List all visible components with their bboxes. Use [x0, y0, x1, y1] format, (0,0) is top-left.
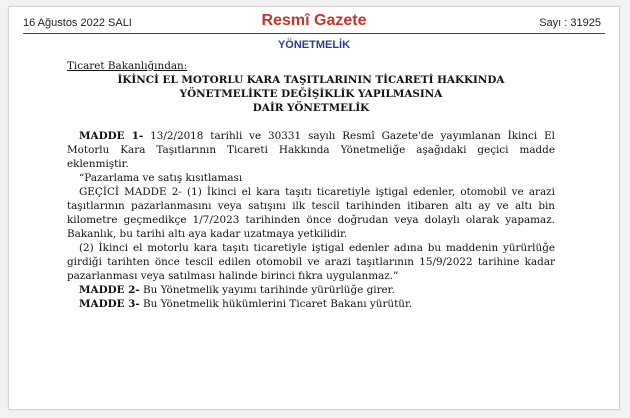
spacer [67, 115, 555, 129]
title-line-1: İKİNCİ EL MOTORLU KARA TAŞITLARININ TİCARETİ HAKKINDA [117, 74, 505, 86]
ministry-name: Ticaret Bakanlığından: [67, 60, 188, 72]
header-title: Resmî Gazete [261, 12, 367, 29]
article-2 [67, 283, 555, 297]
article-1-text: 13/2/2018 tarihli ve 30331 sayılı Resmî Gazete'de yayımlanan İkinci El Motorlu Kara Taşıtlarının Ticareti Hakkında Yönetmeliğe aşağıdaki geçici madde eklenmiştir. [67, 130, 555, 170]
article-2-text: Bu Yönetmelik yayımı tarihinde yürürlüğe girer. [139, 284, 395, 296]
temporary-article-2-paragraph-2: (2) İkinci el motorlu kara taşıtı ticaretiyle iştigal edenler adına bu maddenin yürürlüğe girdiği tarihten önce tescil edilen otomobil ve arazi taşıtlarının 15/9/2022 tarihine kadar pazarlanması veya satılması halinde birinci fıkra uygulanmaz.” [67, 242, 555, 282]
section-label: YÖNETMELİK [277, 39, 351, 51]
article-1-label: MADDE 1- [79, 130, 144, 142]
article-3-text: Bu Yönetmelik hükümlerini Ticaret Bakanı yürütür. [139, 298, 413, 310]
gazette-header [23, 11, 605, 34]
temporary-article-2: GEÇİCİ MADDE 2- (1) İkinci el kara taşıtı ticaretiyle iştigal edenler, otomobil ve arazi taşıtlarının pazarlanmasını veya satışını ilk tescil tarihinden itibaren altı ay ve altı bin kilometre geçmedikçe 1/7/2023 tarihinden önce doğrudan veya dolaylı olarak yapamaz. Bakanlık, bu tarihi altı aya kadar uzatmaya yetkilidir. [67, 186, 555, 240]
regulation-body [67, 59, 555, 311]
gazette-page [8, 6, 620, 410]
header-issue-number: Sayı : 31925 [539, 17, 601, 29]
title-line-2: YÖNETMELİKTE DEĞİŞİKLİK YAPILMASINA [179, 88, 443, 100]
article-3-label: MADDE 3- [79, 298, 140, 310]
article-3 [67, 297, 555, 311]
article-1 [67, 129, 555, 171]
header-date: 16 Ağustos 2022 SALI [23, 17, 132, 29]
article-2-label: MADDE 2- [79, 284, 140, 296]
title-line-3: DAİR YÖNETMELİK [252, 102, 370, 114]
quote-heading: “Pazarlama ve satış kısıtlaması [79, 172, 243, 184]
